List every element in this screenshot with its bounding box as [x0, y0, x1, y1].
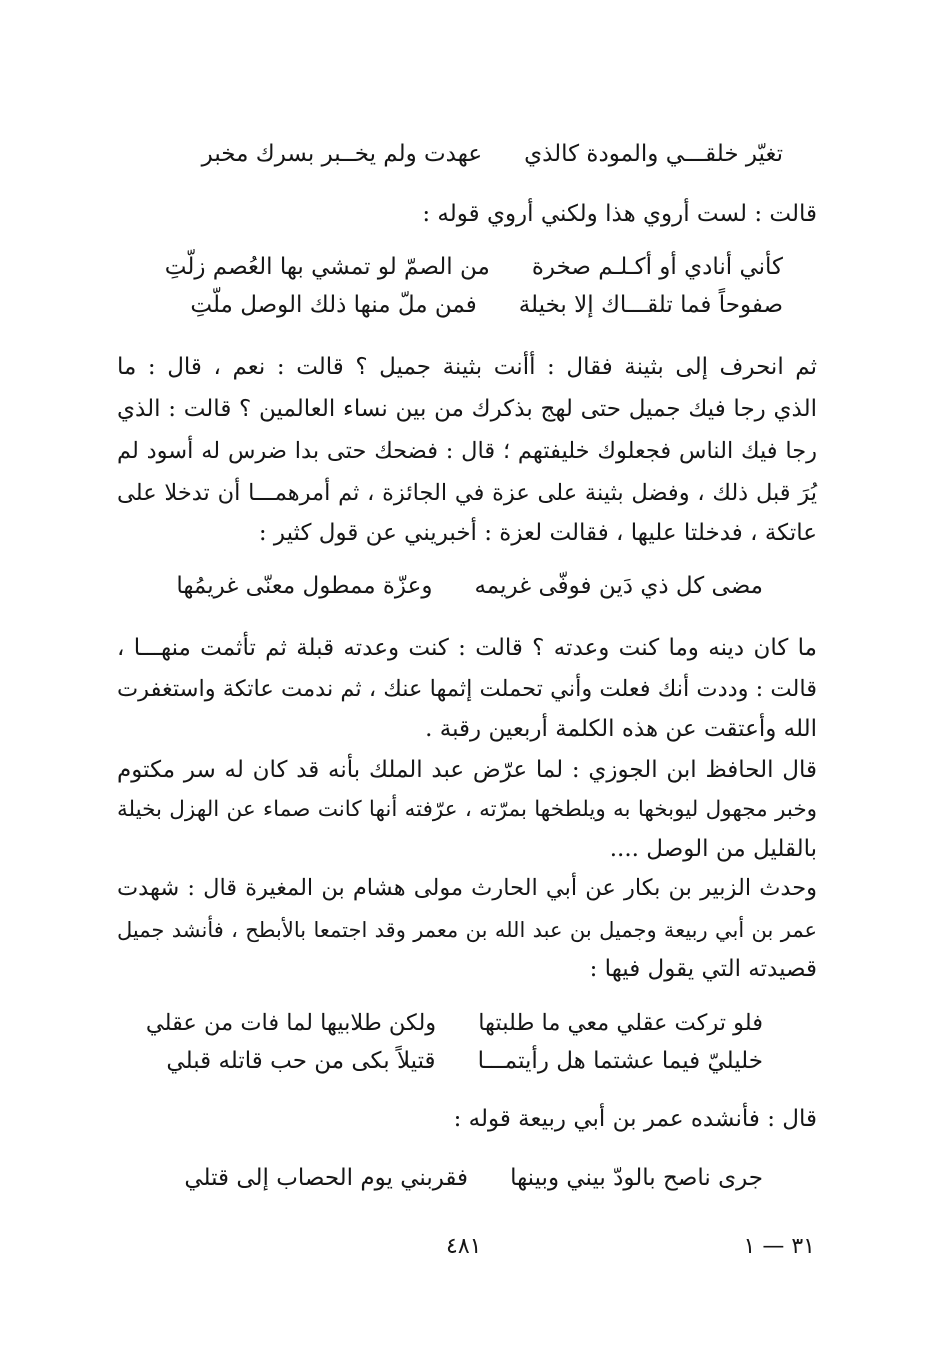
prose-line: وحدث الزبير بن بكار عن أبي الحارث مولى هشام بن المغيرة قال : شهدت [117, 875, 817, 901]
verse-first-hemistich: مضى كل ذي دَين فوفّى غريمه [474, 573, 763, 599]
verse-line [143, 1160, 763, 1196]
prose-line: قالت : وددت أنك فعلت وأني تحملت إثمها عنك ، ثم ندمت عاتكة واستغفرت [117, 676, 817, 702]
prose-line: ثم انحرف إلى بثينة فقال : أأنت بثينة جميل ؟ قالت : نعم ، قال : ما [117, 354, 817, 380]
verse-line [143, 287, 783, 323]
verse-first-hemistich: تغيّر خلقـــي والمودة كالذي [524, 141, 783, 167]
prose-line: قصيدته التي يقول فيها : [589, 956, 817, 982]
prose-line: يُرَ قبل ذلك ، وفضل بثينة على عزة في الجائزة ، ثم أمرهمـــا أن تدخلا على [117, 480, 817, 506]
verse-first-hemistich: كأني أنادي أو أكـلـم صخرة [531, 254, 783, 280]
verse-second-hemistich: قتيلاً بكى من حب قاتله قبلي [166, 1048, 436, 1074]
prose-line: وخبر مجهول ليوبخها به ويلطخها بمرّته ، عرّفته أنها كانت صماء عن الهزل بخيلة [117, 797, 817, 822]
verse-line [143, 568, 763, 604]
prose-line: عاتكة ، فدخلتا عليها ، فقالت لعزة : أخبريني عن قول كثير : [258, 520, 817, 546]
prose-line: ما كان دينه وما كنت وعدته ؟ قالت : كنت وعدته قبلة ثم تأثمت منهـــا ، [117, 635, 817, 661]
prose-line: الذي رجا فيك جميل حتى لهج بذكرك من بين نساء العالمين ؟ قالت : الذي [117, 396, 817, 422]
prose-line: قال الحافظ ابن الجوزي : لما عرّض عبد الملك بأنه قد كان له سر مكتوم [117, 757, 817, 783]
verse-second-hemistich: وعزّة ممطول معنّى غريمُها [176, 573, 433, 599]
verse-second-hemistich: ولكن طلابيها لما فات من عقلي [145, 1010, 437, 1036]
verse-second-hemistich: من الصمّ لو تمشي بها العُصم زلّتِ [164, 254, 490, 280]
prose-line: قالت : لست أروي هذا ولكني أروي قوله : [422, 201, 817, 227]
verse-line [143, 1005, 763, 1041]
verse-first-hemistich: خليليّ فيما عشتما هل رأيتمـــا [477, 1048, 763, 1074]
verse-first-hemistich: فلو تركت عقلي معي ما طلبتها [478, 1010, 763, 1036]
prose-line: الله وأعتقت عن هذه الكلمة أربعين رقبة . [425, 716, 817, 742]
verse-line [143, 136, 783, 172]
verse-second-hemistich: عهدت ولم يخــبر بسرك مخبر [201, 141, 483, 167]
prose-line: قال : فأنشده عمر بن أبي ربيعة قوله : [453, 1106, 817, 1132]
verse-first-hemistich: صفوحاً فما تلقـــاك إلا بخيلة [518, 292, 783, 318]
verse-second-hemistich: فقربني يوم الحصاب إلى قتلي [184, 1165, 469, 1191]
prose-line: بالقليل من الوصل .... [609, 836, 817, 862]
signature-mark: ٣١ — ١ [743, 1234, 815, 1259]
verse-second-hemistich: فمن ملّ منها ذلك الوصل ملّتِ [190, 292, 477, 318]
prose-line: عمر بن أبي ربيعة وجميل بن عبد الله بن معمر وقد اجتمعا بالأبطح ، فأنشد جميل [117, 918, 817, 942]
verse-first-hemistich: جرى ناصح بالودّ بيني وبينها [510, 1165, 763, 1191]
prose-line: رجا فيك الناس فجعلوك خليفتهم ؛ قال : فضحك حتى بدا ضرس له أسود لم [117, 438, 817, 464]
page-number: ٤٨١ [446, 1234, 482, 1259]
verse-line [143, 249, 783, 285]
verse-line [143, 1043, 763, 1079]
